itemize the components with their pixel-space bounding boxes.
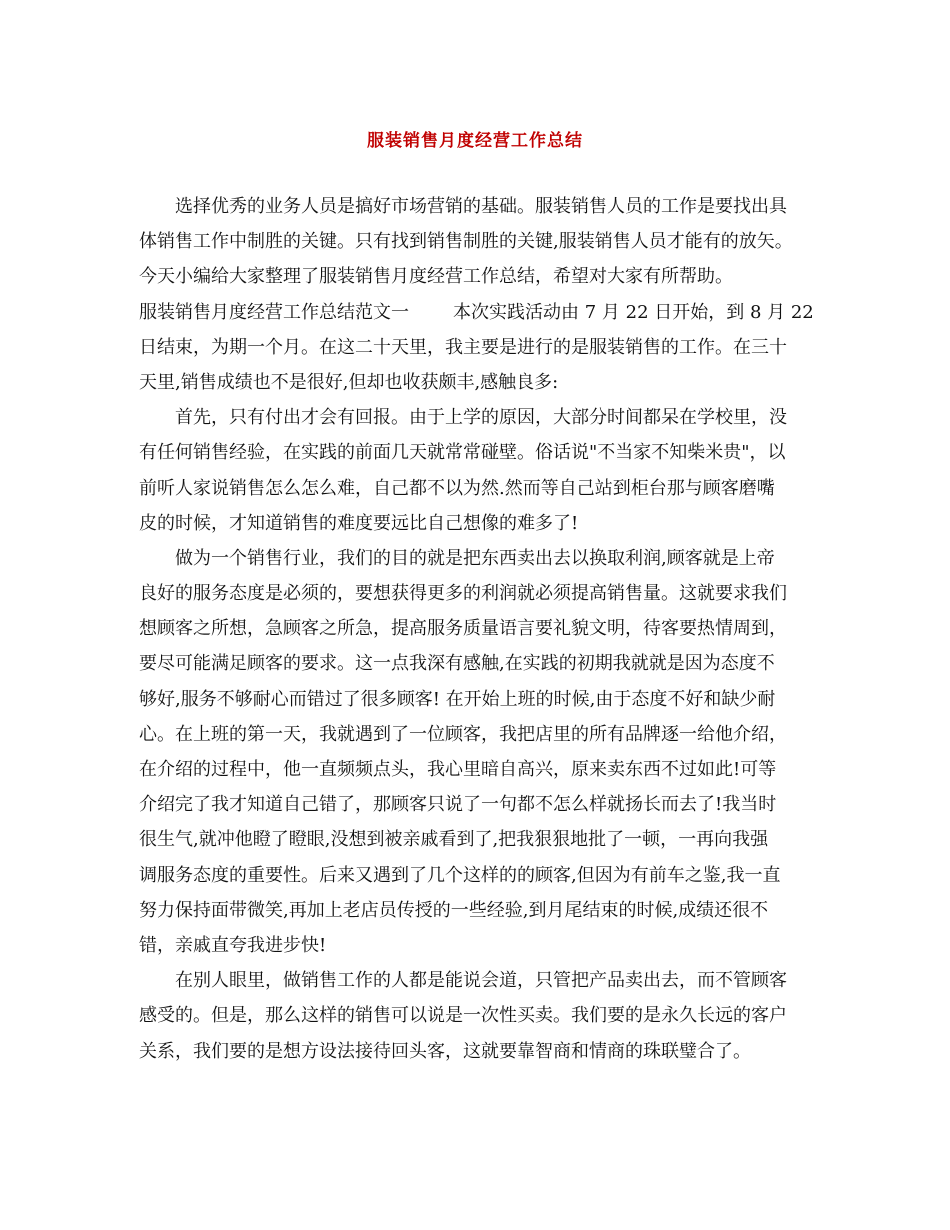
paragraph-line: 关系，我们要的是想方设法接待回头客，这就要靠智商和情商的珠联璧合了。 — [139, 1040, 751, 1062]
paragraph-line: 介绍完了我才知道自己错了，那顾客只说了一句都不怎么样就扬长而去了!我当时 — [139, 794, 777, 816]
paragraph-line: 调服务态度的重要性。后来又遇到了几个这样的的顾客,但因为有前车之鉴,我一直 — [139, 864, 781, 886]
paragraph-line: 要尽可能满足顾客的要求。这一点我深有感触,在实践的初期我就就是因为态度不 — [139, 653, 775, 675]
paragraph-line: 错，亲戚直夸我进步快! — [139, 934, 327, 956]
paragraph-line: 今天小编给大家整理了服装销售月度经营工作总结，希望对大家有所帮助。 — [139, 266, 733, 288]
paragraph-line: 在介绍的过程中，他一直频频点头，我心里暗自高兴，原来卖东西不过如此!可等 — [139, 759, 777, 780]
paragraph-line: 前听人家说销售怎么怎么难，自己都不以为然.然而等自己站到柜台那与顾客磨嘴 — [139, 477, 775, 499]
paragraph-line: 有任何销售经验，在实践的前面几天就常常碰壁。俗话说"不当家不知柴米贵"，以 — [139, 442, 786, 464]
paragraph-line: 想顾客之所想，急顾客之所急，提高服务质量语言要礼貌文明，待客要热情周到， — [139, 618, 787, 640]
section-heading-line — [139, 295, 815, 330]
paragraph-line: 在别人眼里，做销售工作的人都是能说会道，只管把产品卖出去，而不管顾客 — [175, 970, 787, 992]
paragraph-line: 良好的服务态度是必须的，要想获得更多的利润就必须提高销售量。这就要求我们 — [139, 583, 787, 605]
paragraph-line: 首先，只有付出才会有回报。由于上学的原因，大部分时间都呆在学校里，没 — [175, 407, 787, 429]
paragraph-line: 够好,服务不够耐心而错过了很多顾客! 在开始上班的时候,由于态度不好和缺少耐 — [139, 688, 776, 710]
paragraph-line: 做为一个销售行业，我们的目的就是把东西卖出去以换取利润,顾客就是上帝 — [175, 547, 775, 569]
paragraph-line-start: 本次实践活动由 7 月 22 日开始，到 8 月 22 — [453, 301, 814, 323]
paragraph-line: 天里,销售成绩也不是很好,但却也收获颇丰,感触良多: — [139, 371, 559, 393]
paragraph-line: 心。在上班的第一天，我就遇到了一位顾客，我把店里的所有品牌逐一给他介绍， — [139, 723, 787, 745]
paragraph-line: 感受的。但是，那么这样的销售可以说是一次性买卖。我们要的是永久长远的客户 — [139, 1005, 787, 1027]
section-heading: 服装销售月度经营工作总结范文一 — [139, 301, 409, 323]
document-title: 服装销售月度经营工作总结 — [367, 131, 583, 151]
paragraph-line: 皮的时候，才知道销售的难度要远比自己想像的难多了! — [139, 512, 579, 534]
paragraph-line: 选择优秀的业务人员是搞好市场营销的基础。服装销售人员的工作是要找出具 — [175, 196, 787, 217]
paragraph-line: 体销售工作中制胜的关键。只有找到销售制胜的关键,服装销售人员才能有的放矢。 — [139, 231, 793, 253]
paragraph-line: 日结束，为期一个月。在这二十天里，我主要是进行的是服装销售的工作。在三十 — [139, 336, 787, 358]
document-body — [139, 189, 815, 1069]
paragraph-line: 努力保持面带微笑,再加上老店员传授的一些经验,到月尾结束的时候,成绩还很不 — [139, 899, 769, 921]
paragraph-line: 很生气,就冲他瞪了瞪眼,没想到被亲戚看到了,把我狠狠地批了一顿，一再向我强 — [139, 829, 769, 851]
